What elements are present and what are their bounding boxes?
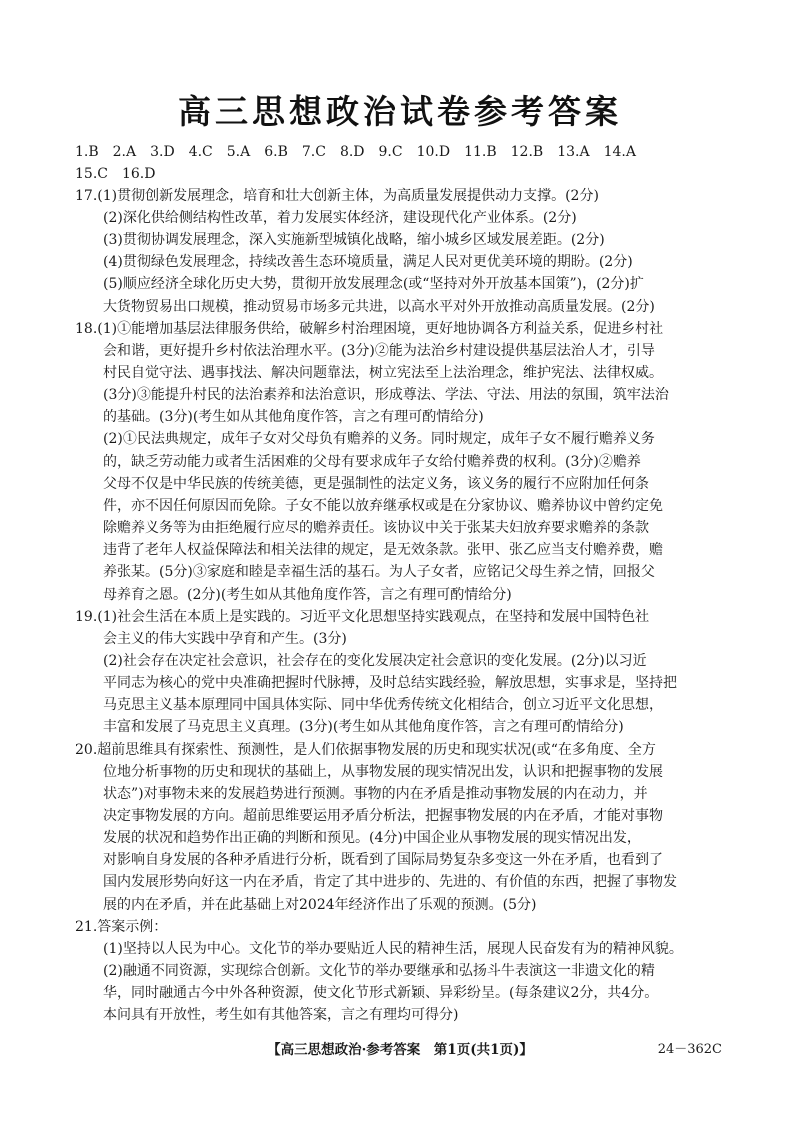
answer-line: 丰富和发展了马克思主义真理。(3分)(考生如从其他角度作答，言之有理可酌情给分) [75,719,624,735]
answer-line: 国内发展形势向好这一内在矛盾，肯定了其中进步的、先进的、有价值的东西，把握了事物发 [75,874,677,890]
answer-line: (2)融通不同资源，实现综合创新。文化节的举办要继承和弘扬斗牛表演这一非遗文化的精 [75,963,655,979]
answer-line: (4)贯彻绿色发展理念，持续改善生态环境质量，满足人民对更优美环境的期盼。(2分) [75,254,633,270]
answer-line: 会和谐，更好提升乡村依法治理水平。(3分)②能为法治乡村建设提供基层法治人才，引导 [75,343,655,359]
answer-line: 决定事物发展的方向。超前思维要运用矛盾分析法，把握事物发展的内在矛盾，才能对事物 [75,808,663,824]
answer-line: 马克思主义基本原理同中国具体实际、同中华优秀传统文化相结合，创立习近平文化思想， [75,697,663,713]
answer-line: (2)深化供给侧结构性改革，着力发展实体经济，建设现代化产业体系。(2分) [75,210,577,226]
footer-label: 【高三思想政治·参考答案 第1页(共1页)】 [267,1042,533,1058]
answer-line: 18.(1)①能增加基层法律服务供给，破解乡村治理困境，更好地协调各方利益关系，促进乡村社 [75,321,664,337]
answer-line: 违背了老年人权益保障法和相关法律的规定，是无效条款。张甲、张乙应当支付赡养费，赡 [75,542,663,558]
answer-line: 村民自觉守法、遇事找法、解决问题靠法，树立宪法至上法治理念，维护宪法、法律权威。 [75,365,663,381]
answer-line: 件，亦不因任何原因而免除。子女不能以放弃继承权或是在分家协议、赡养协议中曾约定免 [75,498,663,514]
answer-line: 母养育之恩。(2分)(考生如从其他角度作答，言之有理可酌情给分) [75,587,512,603]
choice-answers-line: 15.C 16.D [75,166,156,182]
answer-line: 本问具有开放性，考生如有其他答案，言之有理均可得分) [75,1007,459,1023]
answer-line: 对影响自身发展的各种矛盾进行分析，既看到了国际局势复杂多变这一外在矛盾，也看到了 [75,852,663,868]
answer-line: 除赡养义务等为由拒绝履行应尽的赡养责任。该协议中关于张某夫妇放弃要求赡养的条款 [75,520,649,536]
answer-line: (2)①民法典规定，成年子女对父母负有赡养的义务。同时规定，成年子女不履行赡养义务 [75,431,655,447]
answer-line: 大货物贸易出口规模，推动贸易市场多元共进，以高水平对外开放推动高质量发展。(2分) [75,299,655,315]
answer-line: 20.超前思维具有探索性、预测性，是人们依据事物发展的历史和现实状况(或“在多角度、全方 [75,742,656,758]
footer-code: 24－362C [657,1042,722,1057]
answer-line: 21.答案示例： [75,919,168,935]
answer-line: 发展的状况和趋势作出正确的判断和预见。(4分)中国企业从事物发展的现实情况出发， [75,830,641,846]
answer-line: 17.(1)贯彻创新发展理念，培育和壮大创新主体，为高质量发展提供动力支撑。(2分) [75,188,599,204]
answer-line: 展的内在矛盾，并在此基础上对2024年经济作出了乐观的预测。(5分) [75,897,537,913]
answer-line: (5)顺应经济全球化历史大势，贯彻开放发展理念(或“坚持对外开放基本国策”)，(2分)扩 [75,276,644,292]
answer-line: (2)社会存在决定社会意识，社会存在的变化发展决定社会意识的变化发展。(2分)以习近 [75,653,647,669]
answer-line: 平同志为核心的党中央准确把握时代脉搏，及时总结实践经验，解放思想，实事求是，坚持把 [75,675,677,691]
answer-line: 养张某。(5分)③家庭和睦是幸福生活的基石。为人子女者，应铭记父母生养之情，回报父 [75,564,655,580]
answer-line: 华，同时融通古今中外各种资源，使文化节形式新颖、异彩纷呈。(每条建议2分，共4分。 [75,985,659,1001]
answer-line: (1)坚持以人民为中心。文化节的举办要贴近人民的精神生活，展现人民奋发有为的精神风貌。 [75,941,683,957]
answer-line: (3分)③能提升村民的法治素养和法治意识，形成尊法、学法、守法、用法的氛围，筑牢法治 [75,387,669,403]
answer-line: 状态”)对事物未来的发展趋势进行预测。事物的内在矛盾是推动事物发展的内在动力，并 [75,786,648,802]
page-title: 高三思想政治试卷参考答案 [178,92,622,131]
answer-line: 的基础。(3分)(考生如从其他角度作答，言之有理可酌情给分) [75,409,484,425]
answer-line: 父母不仅是中华民族的传统美德，更是强制性的法定义务，该义务的履行不应附加任何条 [75,476,649,492]
answer-line: 会主义的伟大实践中孕育和产生。(3分) [75,631,347,647]
answer-line: (3)贯彻协调发展理念，深入实施新型城镇化战略，缩小城乡区域发展差距。(2分) [75,232,605,248]
answer-line: 的，缺乏劳动能力或者生活困难的父母有要求成年子女给付赡养费的权利。(3分)②赡养 [75,454,641,470]
choice-answers-line: 1.B 2.A 3.D 4.C 5.A 6.B 7.C 8.D 9.C 10.D 11.B 12.B 13.A 14.A [75,144,636,160]
answer-line: 位地分析事物的历史和现状的基础上，从事物发展的现实情况出发，认识和把握事物的发展 [75,764,663,780]
answer-line: 19.(1)社会生活在本质上是实践的。习近平文化思想坚持实践观点，在坚持和发展中国特色社 [75,609,650,625]
